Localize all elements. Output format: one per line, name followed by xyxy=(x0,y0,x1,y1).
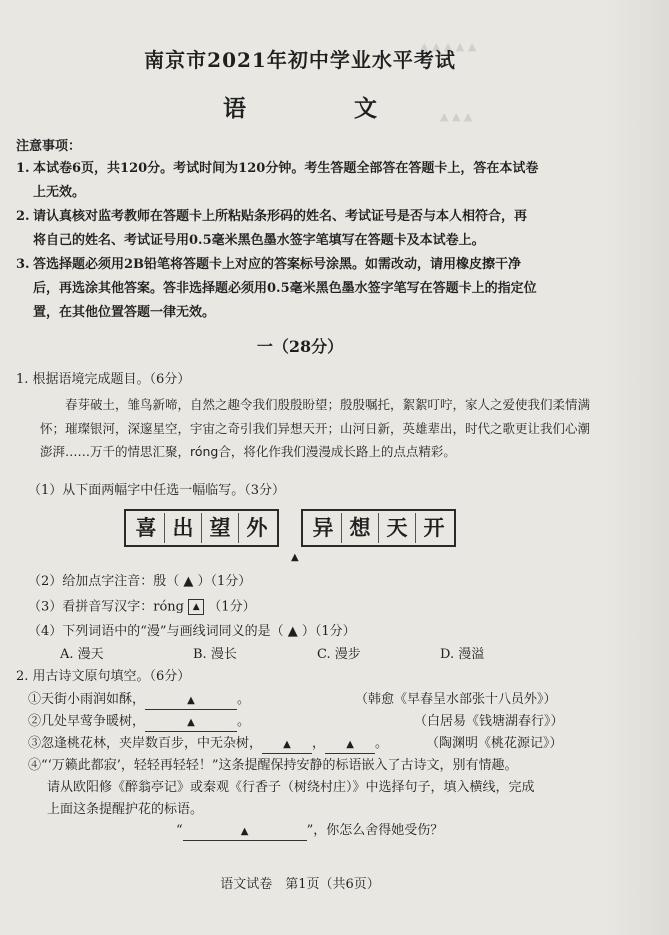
item-end: 。 xyxy=(375,736,389,751)
fill-blank[interactable] xyxy=(145,714,237,732)
notice-item-3-line-2: 后，再选涂其他答案。答非选择题必须用0.5毫米黑色墨水签字笔写在答题卡上的指定位 xyxy=(33,281,537,296)
q2-item-4-line-3: 上面这条提醒护花的标语。 xyxy=(47,802,204,817)
answer-marker: ▲ xyxy=(346,739,354,750)
item-text: 天街小雨润如酥， xyxy=(41,692,146,707)
page-edge-shadow xyxy=(607,0,669,935)
option-a[interactable]: A. 漫天 xyxy=(60,647,104,662)
answer-marker: ▲ xyxy=(240,826,249,837)
notice-item-1-line-1: 本试卷6页，共120分。考试时间为120分钟。考生答题全部答在答题卡上，答在本试卷 xyxy=(33,161,539,176)
slogan-line xyxy=(176,823,443,841)
page-footer: 语文试卷 第1页（共6页） xyxy=(220,877,380,892)
notice-item-2-line-2: 将自己的姓名、考试证号用0.5毫米黑色墨水签字笔填写在答题卡及本试卷上。 xyxy=(33,233,485,248)
callig-char: 想 xyxy=(342,513,379,543)
q1-sub3-text: （3）看拼音写汉字：róng xyxy=(28,599,185,615)
q1-sub3 xyxy=(28,599,256,616)
fill-blank[interactable] xyxy=(145,692,237,710)
q2-item-2-source: （白居易《钱塘湖春行》） xyxy=(414,714,564,729)
exam-title: 南京市2021年初中学业水平考试 xyxy=(144,48,456,72)
notice-heading: 注意事项： xyxy=(16,139,82,154)
q2-item-3-source: （陶渊明《桃花源记》） xyxy=(426,736,563,751)
fill-blank[interactable] xyxy=(183,823,307,841)
q1-sub2: （2）给加点字注音：殷（ ▲ ）（1分） xyxy=(28,574,252,589)
q2-stem: 2. 用古诗文原句填空。（6分） xyxy=(16,669,191,684)
callig-char: 出 xyxy=(165,513,202,543)
q2-item-1 xyxy=(28,692,250,710)
section-one-heading: 一（28分） xyxy=(256,337,344,356)
item-end: 。 xyxy=(237,692,251,707)
notice-item-1-line-2: 上无效。 xyxy=(33,185,86,200)
slogan-suffix: ”，你怎么舍得她受伤？ xyxy=(306,823,444,838)
q2-item-1-source: （韩愈《早春呈水部张十八员外》） xyxy=(355,692,557,707)
callig-char: 异 xyxy=(305,513,342,543)
slogan-prefix: “ xyxy=(176,823,183,838)
subject-heading: 语 文 xyxy=(222,95,427,122)
callig-char: 天 xyxy=(379,513,416,543)
answer-box[interactable]: ▲ xyxy=(188,599,204,615)
answer-marker: ▲ xyxy=(291,552,299,563)
q1-sub4: （4）下列词语中的“漫”与画线词同义的是（ ▲ ）（1分） xyxy=(28,624,356,639)
notice-item-3-line-1: 答选择题必须用2B铅笔将答题卡上对应的答案标号涂黑。如需改动，请用橡皮擦干净 xyxy=(33,257,522,272)
callig-char: 望 xyxy=(202,513,239,543)
fill-blank[interactable] xyxy=(325,736,375,754)
callig-char: 外 xyxy=(246,515,268,540)
item-number: ③ xyxy=(28,736,42,751)
item-mid: ， xyxy=(312,736,326,751)
notice-item-1-num: 1. xyxy=(16,161,30,176)
bleed-through-text: ▲ ▲ ▲ xyxy=(440,110,473,123)
calligraphy-option-left xyxy=(124,509,279,547)
notice-item-3-num: 3. xyxy=(16,257,30,272)
item-text: 忽逢桃花林，夹岸数百步，中无杂树， xyxy=(41,736,263,751)
q1-stem: 1. 根据语境完成题目。（6分） xyxy=(16,372,191,387)
callig-char: 喜 xyxy=(128,513,165,543)
option-d[interactable]: D. 漫溢 xyxy=(440,647,485,662)
answer-marker: ▲ xyxy=(283,739,291,750)
bleed-through-text: ▲ ▲ ▲ ▲ ▲ xyxy=(420,40,477,53)
calligraphy-option-right xyxy=(301,509,456,547)
answer-marker: ▲ xyxy=(187,717,195,728)
q1-passage: 春芽破土，雏鸟新啼，自然之趣令我们殷殷盼望；殷殷嘱托，絮絮叮咛，家人之爱使我们柔情满怀；璀璨银河，深邃星空，宇宙之奇引我们异想天开；山河日新，英雄辈出，时代之歌更让我们心潮澎湃……万千的情思汇聚，róng合，将化作我们漫漫成长路上的点点精彩。 xyxy=(40,397,591,459)
q1-sub3-score: （1分） xyxy=(208,599,256,615)
fill-blank[interactable] xyxy=(262,736,312,754)
item-number: ② xyxy=(28,714,42,729)
q2-item-2 xyxy=(28,714,250,732)
notice-item-3-line-3: 置，在其他位置答题一律无效。 xyxy=(33,305,216,320)
item-text: 几处早莺争暖树， xyxy=(41,714,146,729)
notice-item-2-line-1: 请认真核对监考教师在答题卡上所粘贴条形码的姓名、考试证号是否与本人相符合，再 xyxy=(33,209,528,224)
answer-marker: ▲ xyxy=(187,695,195,706)
callig-char: 开 xyxy=(423,515,445,540)
item-end: 。 xyxy=(237,714,251,729)
item-number: ① xyxy=(28,692,42,707)
option-b[interactable]: B. 漫长 xyxy=(193,647,237,662)
q2-item-3 xyxy=(28,736,388,754)
q2-item-4-line-2: 请从欧阳修《醉翁亭记》或秦观《行香子（树绕村庄）》中选择句子，填入横线，完成 xyxy=(47,780,535,795)
q2-item-4-line-1: ④“‘万籁此都寂’，轻轻再轻轻！”这条提醒保持安静的标语嵌入了古诗文，别有情趣。 xyxy=(28,758,518,773)
option-c[interactable]: C. 漫步 xyxy=(317,647,361,662)
notice-item-2-num: 2. xyxy=(16,209,30,224)
q1-sub1: （1）从下面两幅字中任选一幅临写。（3分） xyxy=(28,483,286,498)
